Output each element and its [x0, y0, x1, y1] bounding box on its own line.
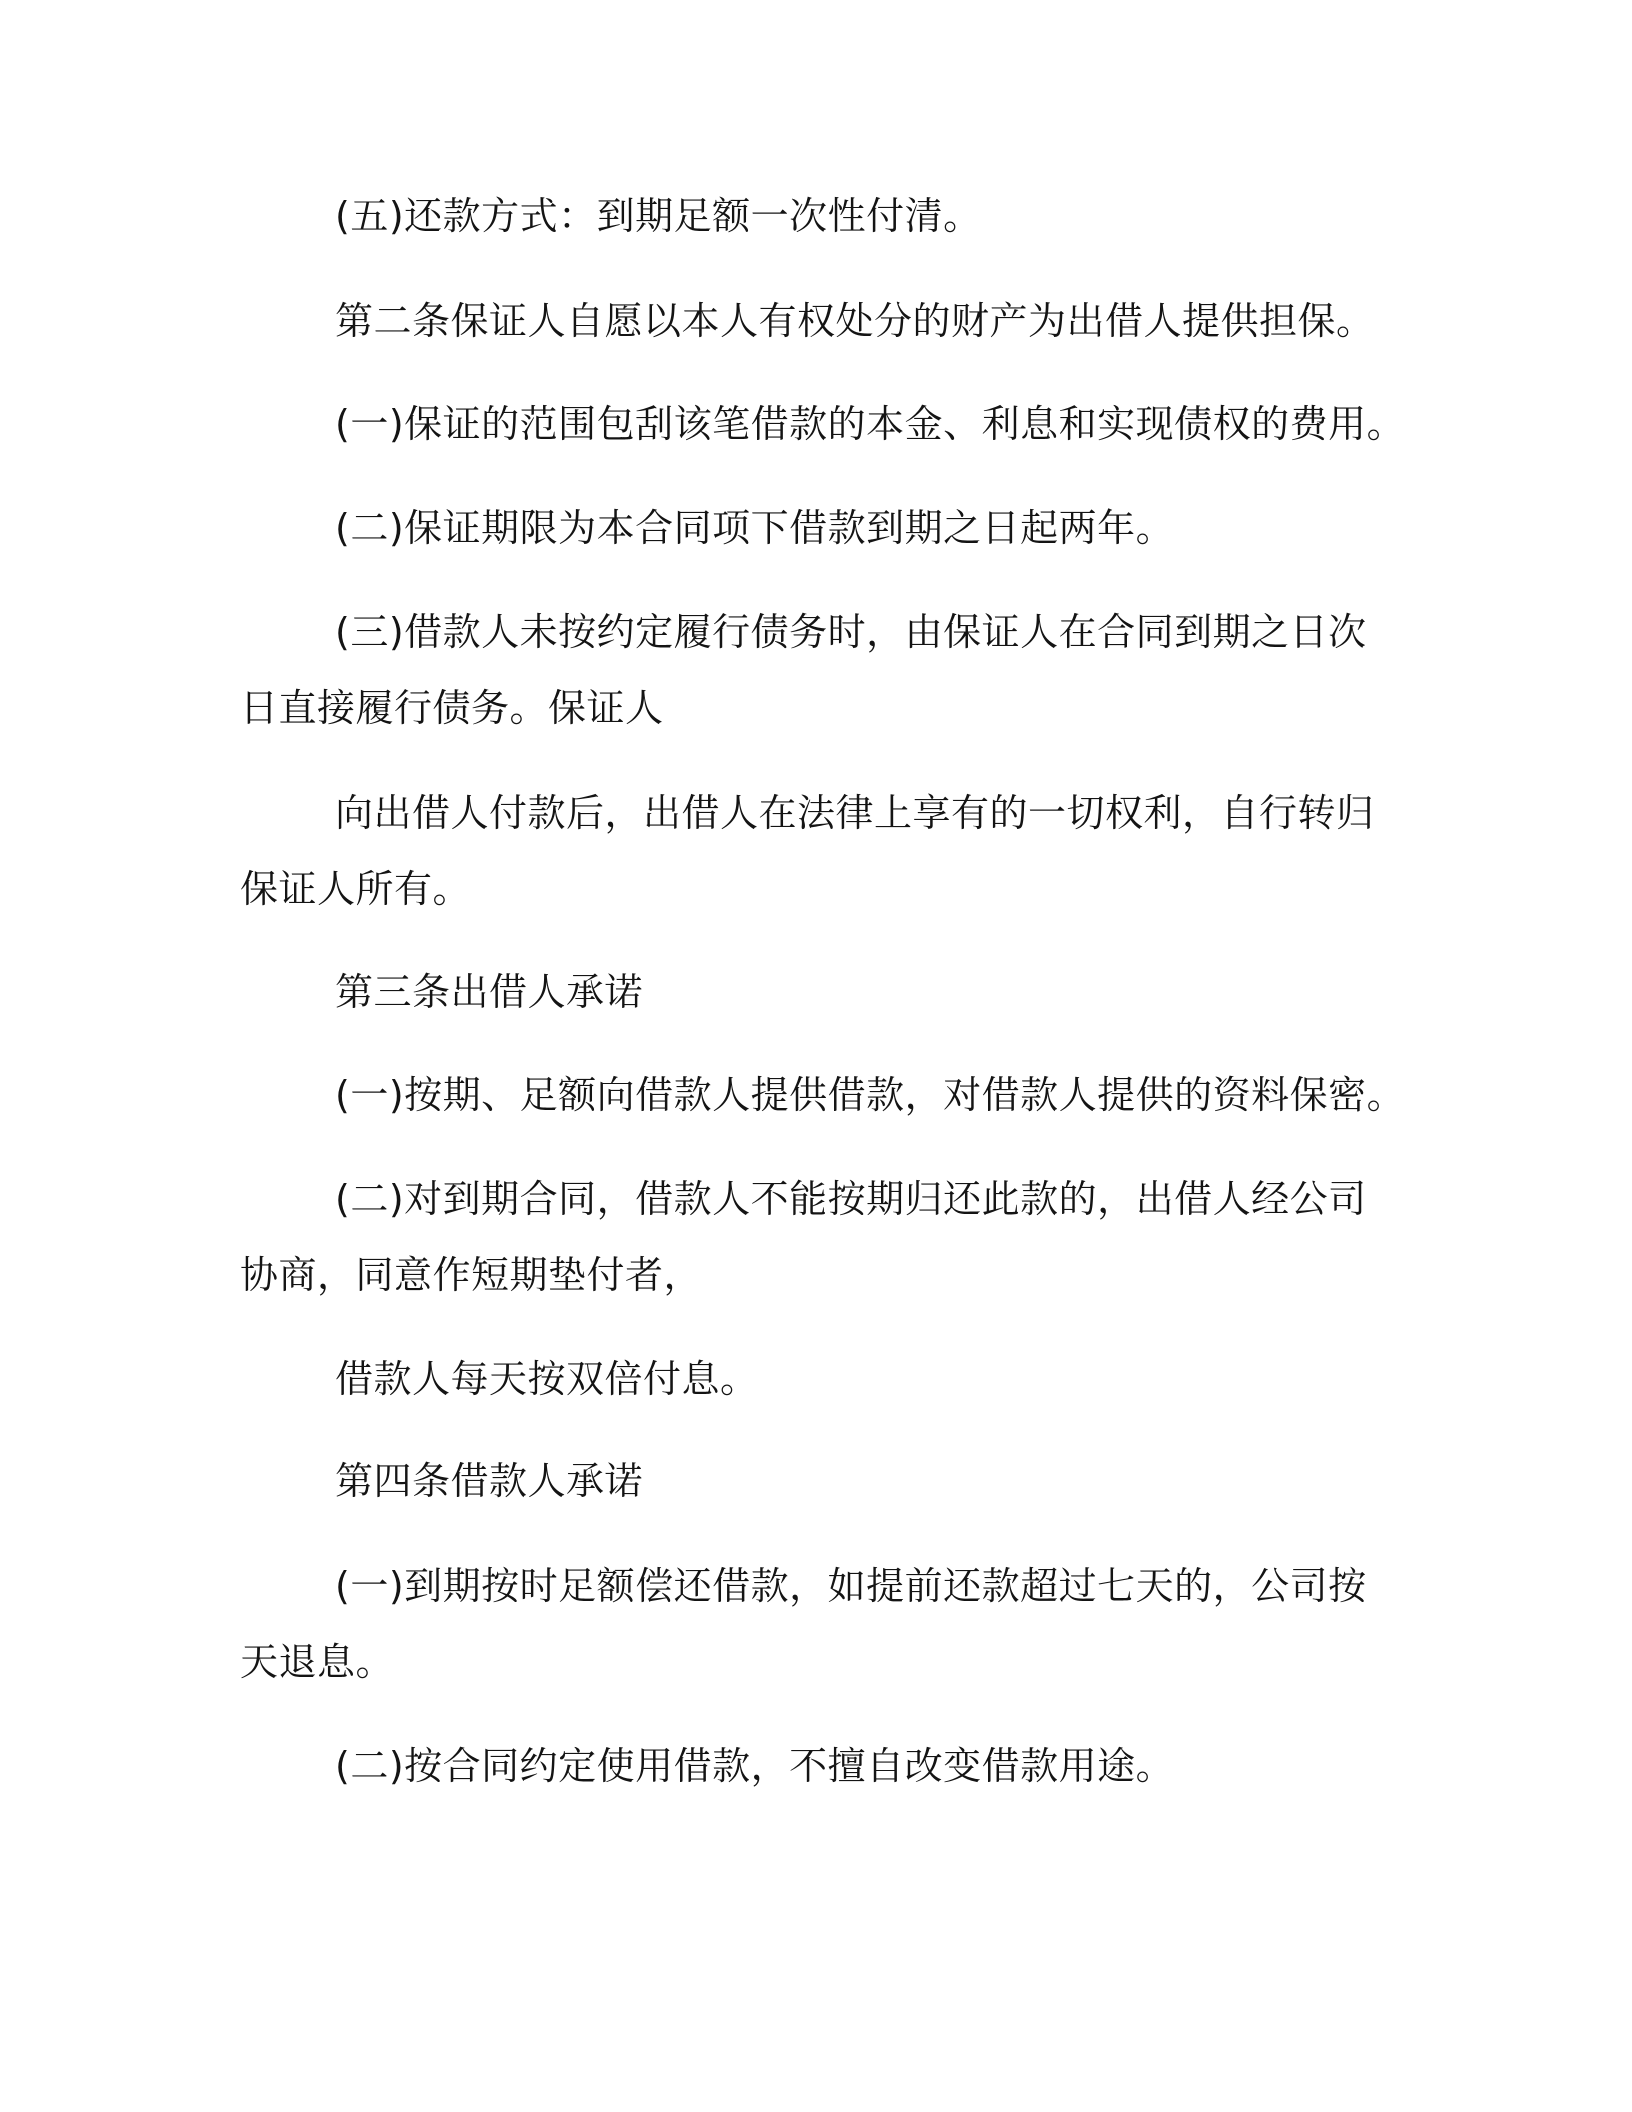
paragraph-guarantor-rights: 向出借人付款后，出借人在法律上享有的一切权利，自行转归保证人所有。	[240, 791, 1375, 911]
paragraph-guarantee-period: (二)保证期限为本合同项下借款到期之日起两年。	[335, 506, 1175, 550]
paragraph-article-3: 第三条出借人承诺	[335, 970, 644, 1014]
paragraph-repayment-method: (五)还款方式：到期足额一次性付清。	[335, 194, 982, 238]
paragraph-article-2: 第二条保证人自愿以本人有权处分的财产为出借人提供担保。	[335, 299, 1375, 343]
paragraph-lender-promise-1: (一)按期、足额向借款人提供借款，对借款人提供的资料保密。	[335, 1073, 1406, 1117]
paragraph-guarantor-liability: (三)借款人未按约定履行债务时，由保证人在合同到期之日次日直接履行债务。保证人	[240, 610, 1367, 730]
paragraph-guarantee-scope: (一)保证的范围包刮该笔借款的本金、利息和实现债权的费用。	[335, 402, 1406, 446]
paragraph-borrower-promise-1: (一)到期按时足额偿还借款，如提前还款超过七天的，公司按天退息。	[240, 1564, 1367, 1684]
paragraph-article-4: 第四条借款人承诺	[335, 1459, 644, 1503]
paragraph-double-interest: 借款人每天按双倍付息。	[335, 1357, 759, 1401]
paragraph-borrower-promise-2: (二)按合同约定使用借款，不擅自改变借款用途。	[335, 1744, 1175, 1788]
paragraph-lender-promise-2: (二)对到期合同，借款人不能按期归还此款的，出借人经公司协商，同意作短期垫付者，	[240, 1177, 1367, 1297]
